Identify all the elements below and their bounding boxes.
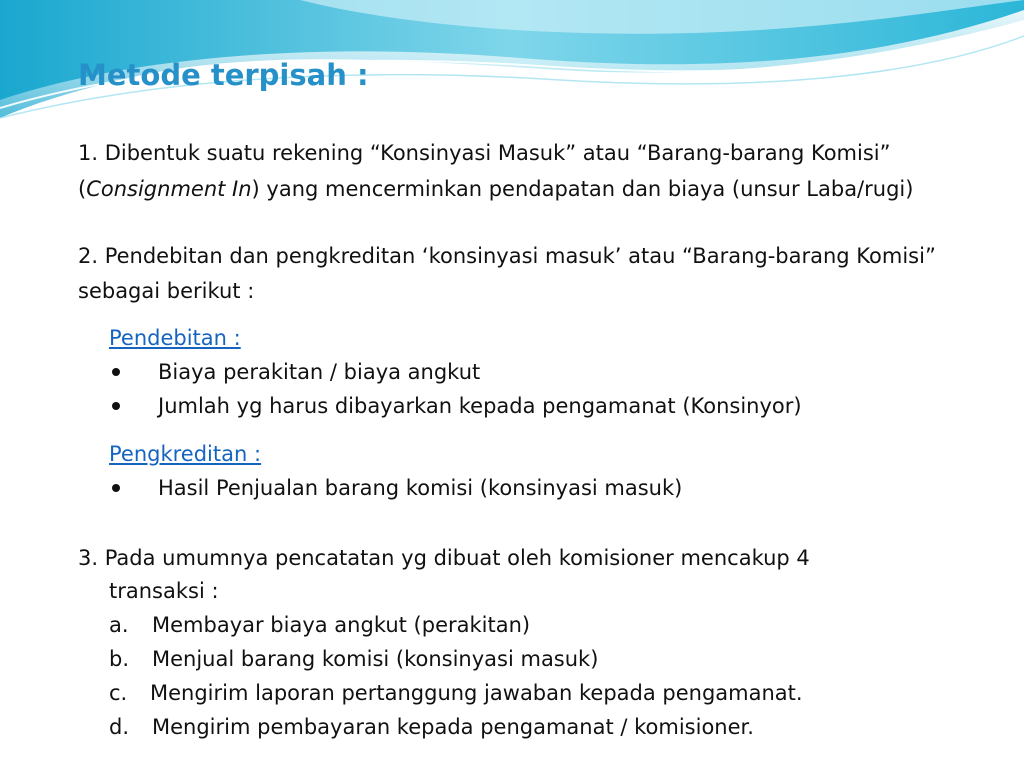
- credit-heading: Pengkreditan :: [109, 442, 262, 466]
- bullet-dot-icon: [112, 368, 120, 376]
- item1-line2-rest: ) yang mencerminkan pendapatan dan biaya (unsur Laba/rugi): [251, 177, 914, 201]
- debit-heading: Pendebitan :: [109, 326, 241, 350]
- item3-entry-b: Menjual barang komisi (konsinyasi masuk): [152, 647, 599, 671]
- item3-letter-c: c.: [109, 681, 128, 705]
- bullet-dot-icon: [112, 484, 120, 492]
- item2-line1: 2. Pendebitan dan pengkreditan ‘konsinyasi masuk’ atau “Barang-barang Komisi”: [78, 244, 936, 268]
- item1-line1: 1. Dibentuk suatu rekening “Konsinyasi Masuk” atau “Barang-barang Komisi”: [78, 141, 891, 165]
- credit-bullet-1: Hasil Penjualan barang komisi (konsinyasi masuk): [158, 476, 683, 500]
- item3-entry-a: Membayar biaya angkut (perakitan): [152, 613, 531, 637]
- item3-entry-d: Mengirim pembayaran kepada pengamanat / komisioner.: [152, 715, 754, 739]
- item2-line2: sebagai berikut :: [78, 279, 255, 303]
- slide-title: Metode terpisah :: [78, 58, 369, 92]
- item3-line2: transaksi :: [109, 579, 219, 603]
- item3-line1: 3. Pada umumnya pencatatan yg dibuat oleh komisioner mencakup 4: [78, 546, 810, 570]
- debit-bullet-2: Jumlah yg harus dibayarkan kepada pengamanat (Konsinyor): [158, 394, 802, 418]
- debit-bullet-1: Biaya perakitan / biaya angkut: [158, 360, 481, 384]
- item3-letter-b: b.: [109, 647, 130, 671]
- item3-letter-d: d.: [109, 715, 130, 739]
- item3-letter-a: a.: [109, 613, 129, 637]
- item1-line2-open: (: [78, 177, 87, 201]
- bullet-dot-icon: [112, 402, 120, 410]
- item3-entry-c: Mengirim laporan pertanggung jawaban kepada pengamanat.: [150, 681, 803, 705]
- item1-line2: [78, 176, 913, 202]
- consignment-in-term: Consignment In: [86, 177, 252, 201]
